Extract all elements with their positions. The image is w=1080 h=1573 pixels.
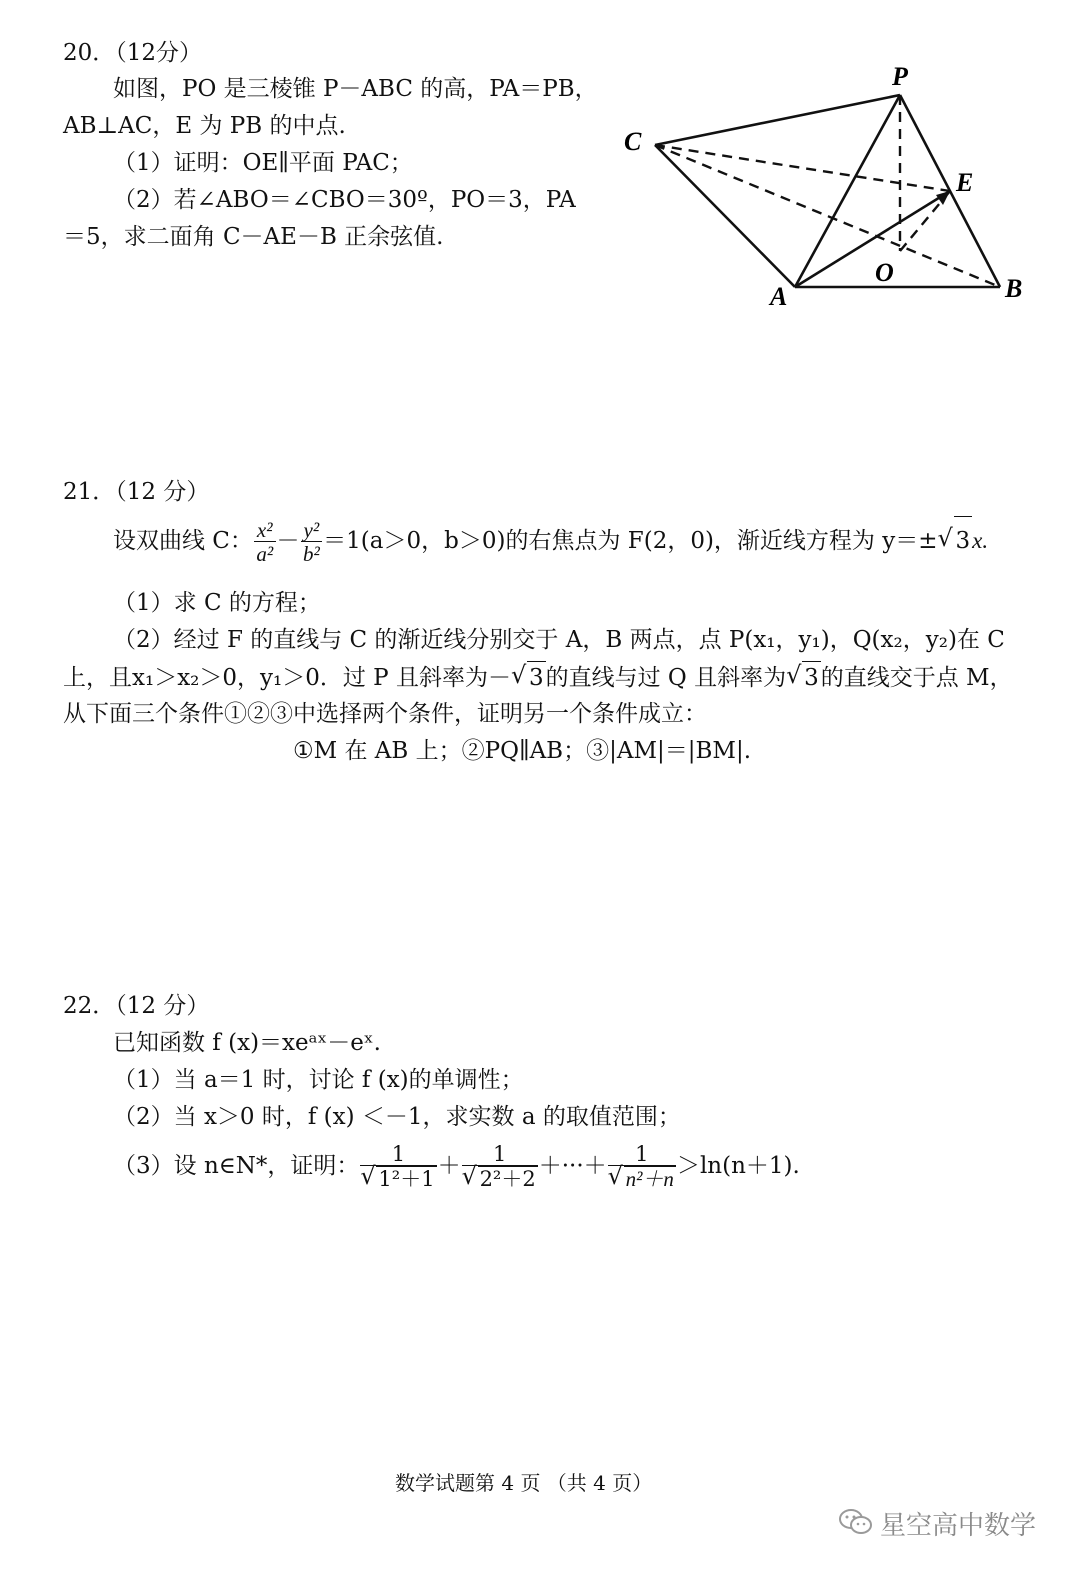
label-P: P: [892, 62, 908, 91]
q20-line2: AB⊥AC，E 为 PB 的中点.: [63, 113, 346, 139]
q21-stem: [113, 516, 988, 566]
q21-stem-prefix: 设双曲线 C：: [113, 528, 253, 554]
frac1-den: a²: [256, 541, 274, 566]
q22-plus: ＋: [437, 1153, 461, 1179]
term-2: 1 √ 2²＋2: [461, 1142, 536, 1191]
q22-part2: （2）当 x＞0 时，f (x) ＜－1，求实数 a 的取值范围；: [113, 1104, 681, 1130]
frac1-num: x²: [254, 519, 276, 542]
label-E: E: [956, 168, 974, 197]
label-A: A: [770, 282, 788, 311]
q21-part1: （1）求 C 的方程；: [113, 590, 321, 616]
q20-part2b: ＝5，求二面角 C－AE－B 正余弦值.: [63, 224, 444, 250]
q20-line1: 如图，PO 是三棱锥 P－ABC 的高，PA＝PB，: [113, 76, 598, 102]
pyramid-figure: [610, 55, 1050, 325]
q21-part2-line1: （2）经过 F 的直线与 C 的渐近线分别交于 A，B 两点，点 P(x₁，y₁)，Q(x₂，y₂)在 C: [113, 627, 1005, 653]
sqrt-3-slope: √ 3: [786, 661, 821, 694]
wechat-icon: [838, 1507, 874, 1537]
fraction-y2-b2: [301, 519, 323, 566]
sqrt3-pos-value: 3: [802, 661, 821, 694]
sqrt-3: √ 3: [938, 516, 973, 565]
q22-part3: [113, 1140, 800, 1192]
frac2-num: y²: [301, 519, 323, 542]
term1-num: 1: [360, 1143, 436, 1166]
label-B: B: [1005, 274, 1023, 303]
term2-den: 2²＋2: [479, 1167, 536, 1191]
termn-den: n²＋n: [625, 1167, 674, 1191]
sqrt-3-neg-slope: √ 3: [511, 661, 546, 694]
term-1: 1 √ 1²＋1: [360, 1142, 435, 1191]
q21-number: 21．（12 分）: [63, 479, 210, 505]
q21-part2-line2a: 上，且x₁＞x₂＞0，y₁＞0．过 P 且斜率为－: [63, 665, 511, 691]
q22-stem: 已知函数 f (x)＝xeᵃˣ－eˣ.: [113, 1030, 381, 1056]
q22-part3-prefix: （3）设 n∈N*，证明：: [113, 1153, 360, 1179]
q20-part1: （1）证明：OE∥平面 PAC；: [113, 150, 413, 176]
q20-part2a: （2）若∠ABO＝∠CBO＝30º，PO＝3，PA: [113, 187, 576, 213]
q21-stem-suffix: ＝1(a＞0，b＞0)的右焦点为 F(2，0)，渐近线方程为 y＝±: [323, 528, 938, 554]
frac2-den: b²: [302, 541, 320, 566]
q21-conditions: ①M 在 AB 上；②PQ∥AB；③|AM|＝|BM|.: [293, 738, 752, 764]
q21-part2-line2c: 的直线与过 Q 且斜率为: [545, 665, 787, 691]
sqrt3-neg-value: 3: [527, 661, 546, 694]
fraction-x2-a2: [254, 519, 276, 566]
q22-part1: （1）当 a＝1 时，讨论 f (x)的单调性；: [113, 1067, 524, 1093]
watermark-text: 星空高中数学: [880, 1511, 1037, 1541]
term2-num: 1: [462, 1143, 538, 1166]
term-n: 1 √ n²＋n: [607, 1142, 674, 1191]
q21-minus: －: [276, 528, 300, 554]
q22-part3-suffix: ＞ln(n＋1).: [676, 1153, 800, 1179]
q21-part2-line2e: 的直线交于点 M，: [820, 665, 1013, 691]
termn-num: 1: [608, 1143, 676, 1166]
q22-number: 22．（12 分）: [63, 993, 210, 1019]
q21-part2-line2: [63, 661, 1013, 694]
label-O: O: [875, 258, 894, 287]
sqrt3-value: 3: [954, 516, 973, 565]
q22-dots: ＋···＋: [538, 1153, 607, 1179]
q21-part2-line3: 从下面三个条件①②③中选择两个条件，证明另一个条件成立：: [63, 701, 707, 727]
q21-stem-end: x.: [972, 528, 989, 553]
term1-den: 1²＋1: [378, 1167, 435, 1191]
label-C: C: [624, 127, 642, 156]
page-footer: 数学试题第 4 页 （共 4 页）: [395, 1471, 653, 1495]
q20-number: 20．（12分）: [63, 40, 203, 66]
